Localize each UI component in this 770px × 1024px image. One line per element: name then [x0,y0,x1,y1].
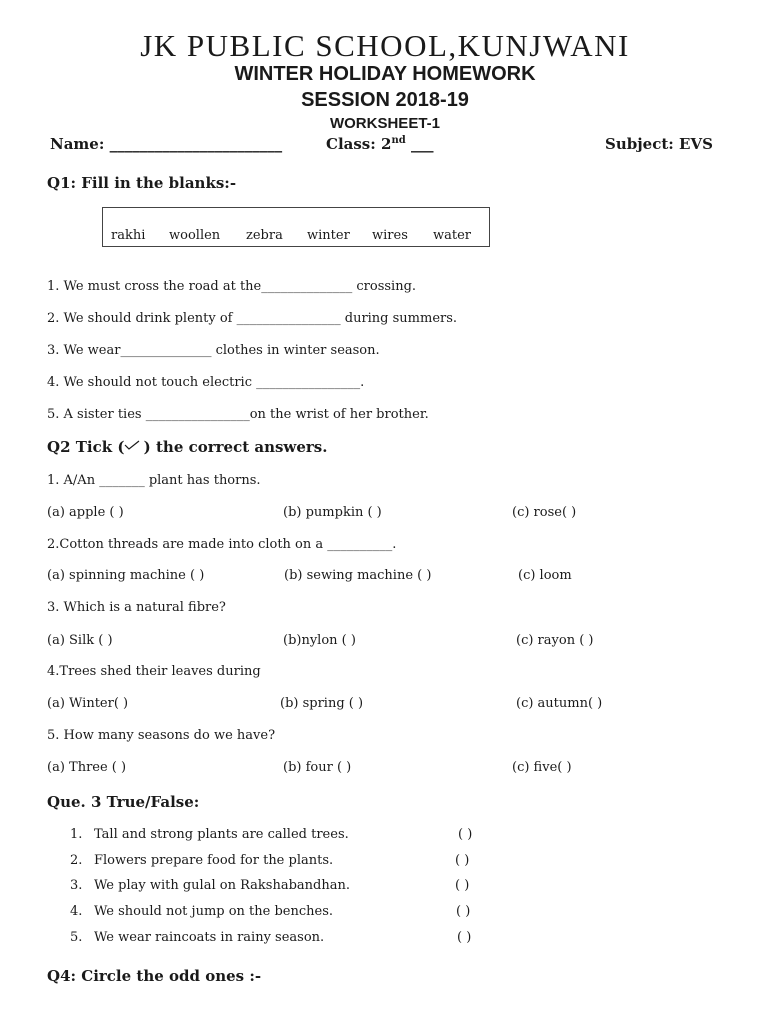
true-false-item [70,878,350,893]
q3-heading: Que. 3 True/False: [47,793,200,811]
class-field [326,135,433,153]
word-bank-item: zebra [246,228,283,243]
item-number: 1. [70,827,83,842]
q2-heading-suffix: ) the correct answers. [138,438,328,456]
true-false-item [70,904,333,919]
homework-title: WINTER HOLIDAY HOMEWORK [234,63,536,85]
mcq-question: 3. Which is a natural fibre? [47,600,226,615]
fill-blank-item: 3. We wear______________ clothes in winter season. [47,343,380,358]
word-bank-item: water [433,228,472,243]
item-text: We wear raincoats in rainy season. [94,930,325,945]
word-bank-item: rakhi [111,228,146,243]
mcq-option-a: (a) apple ( ) [47,505,124,520]
answer-box: ( ) [458,827,473,842]
tick-icon [124,440,138,450]
fill-blank-item: 2. We should drink plenty of ________________ during summers. [47,311,458,326]
class-suffix: nd [391,135,406,146]
answer-box: ( ) [455,853,470,868]
mcq-question: 2.Cotton threads are made into cloth on a __________. [47,537,397,552]
mcq-option-a: (a) Winter( ) [47,696,129,711]
mcq-option-c: (c) rose( ) [512,505,577,520]
q1-heading: Q1: Fill in the blanks:- [47,174,237,192]
q2-heading [47,438,327,456]
true-false-item [70,827,349,842]
mcq-option-c: (c) rayon ( ) [516,633,594,648]
item-number: 2. [70,853,83,868]
school-name: JK PUBLIC SCHOOL,KUNJWANI [140,28,630,63]
mcq-question: 5. How many seasons do we have? [47,728,276,743]
mcq-option-a: (a) Three ( ) [47,760,127,775]
answer-box: ( ) [457,930,472,945]
mcq-option-b: (b) four ( ) [283,760,352,775]
fill-blank-item: 4. We should not touch electric ________________. [47,375,365,390]
mcq-option-c: (c) loom [518,568,572,583]
mcq-question: 4.Trees shed their leaves during [47,664,261,679]
word-bank-item: wires [372,228,408,243]
name-field: Name: _______________________ [50,135,283,153]
item-number: 5. [70,930,83,945]
mcq-option-c: (c) autumn( ) [516,696,603,711]
item-text: Flowers prepare food for the plants. [94,853,334,868]
item-text: We should not jump on the benches. [94,904,334,919]
session-title: SESSION 2018-19 [301,89,469,111]
true-false-item [70,930,324,945]
item-text: Tall and strong plants are called trees. [94,827,349,842]
mcq-option-a: (a) spinning machine ( ) [47,568,205,583]
mcq-option-b: (b) pumpkin ( ) [283,505,382,520]
mcq-question: 1. A/An _______ plant has thorns. [47,473,261,488]
answer-box: ( ) [456,904,471,919]
class-label: Class: 2 [326,135,392,153]
worksheet-title: WORKSHEET-1 [329,115,440,132]
word-bank-item: winter [307,228,350,243]
mcq-option-a: (a) Silk ( ) [47,633,113,648]
answer-box: ( ) [455,878,470,893]
word-bank-item: woollen [169,228,221,243]
item-number: 3. [70,878,83,893]
item-text: We play with gulal on Rakshabandhan. [94,878,350,893]
q4-heading: Q4: Circle the odd ones :- [47,967,262,985]
word-bank [102,207,490,247]
mcq-option-b: (b) spring ( ) [280,696,364,711]
subject-field: Subject: EVS [605,135,713,153]
class-blank: ___ [405,135,434,153]
item-number: 4. [70,904,83,919]
mcq-option-b: (b) sewing machine ( ) [284,568,432,583]
mcq-option-c: (c) five( ) [512,760,572,775]
true-false-item [70,853,333,868]
q2-heading-prefix: Q2 Tick ( [47,438,125,456]
mcq-option-b: (b)nylon ( ) [283,633,356,648]
fill-blank-item: 5. A sister ties ________________on the wrist of her brother. [47,407,429,422]
fill-blank-item: 1. We must cross the road at the______________ crossing. [47,279,417,294]
